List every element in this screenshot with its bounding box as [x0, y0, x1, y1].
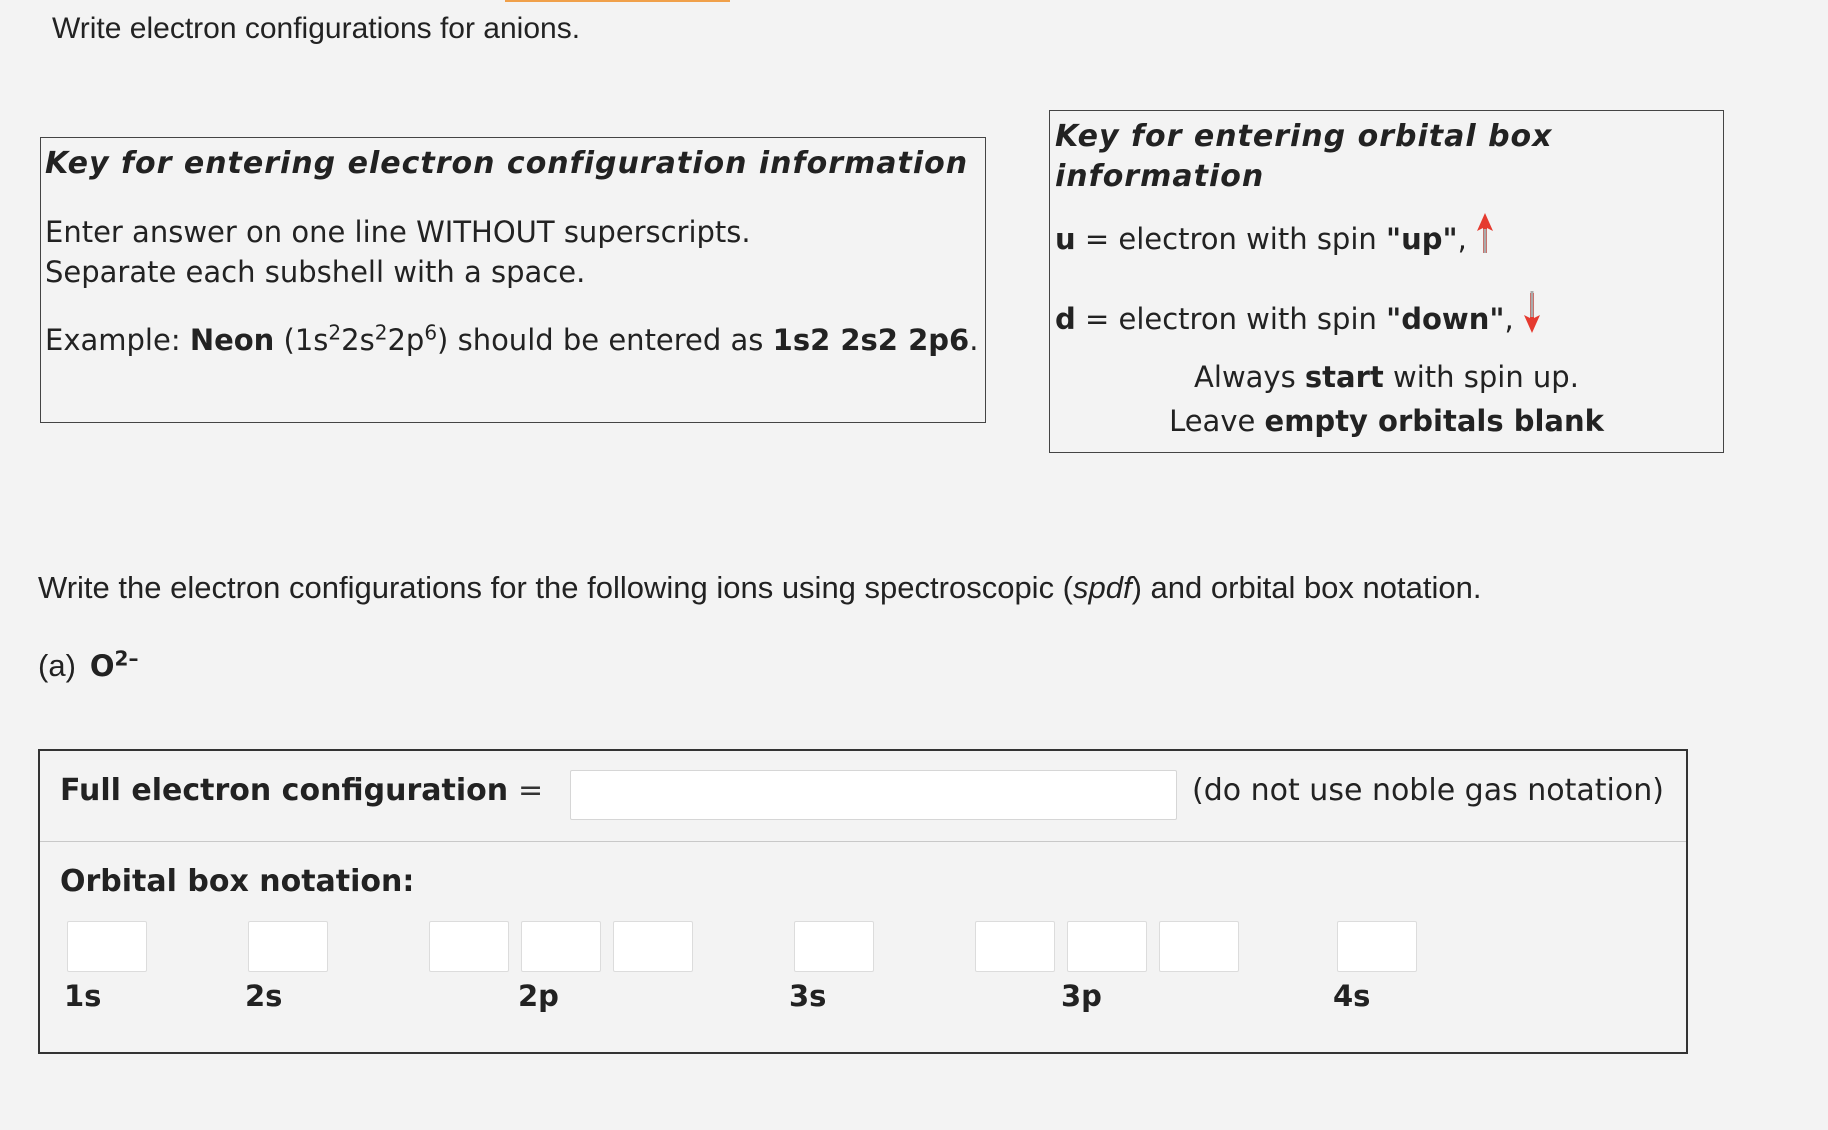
- config-key-line2: Separate each subshell with a space.: [45, 255, 586, 289]
- equals-sign: =: [518, 773, 544, 808]
- example-answer: 1s2 2s2 2p6: [772, 323, 970, 357]
- leave-bold: empty orbitals blank: [1264, 404, 1604, 438]
- always-start-note: [1055, 355, 1718, 399]
- up-key-letter: u: [1055, 222, 1076, 256]
- down-key-value: "down": [1386, 302, 1505, 336]
- example-sup-2: 2: [374, 320, 388, 345]
- spin-down-arrow-icon: [1520, 287, 1544, 355]
- up-key-value: "up": [1386, 222, 1458, 256]
- down-key-letter: d: [1055, 302, 1076, 336]
- orbital-box-3p-2[interactable]: [1067, 921, 1147, 972]
- example-mid-2: 2p: [387, 323, 425, 357]
- full-config-row: [40, 751, 1686, 842]
- subshell-label-1s: 1s: [64, 979, 102, 1013]
- example-sup-3: 6: [424, 320, 438, 345]
- orbital-box-1s[interactable]: [67, 921, 147, 972]
- always-suffix: with spin up.: [1383, 360, 1579, 394]
- subshell-label-4s: 4s: [1333, 979, 1371, 1013]
- down-key-comma: ,: [1504, 302, 1514, 336]
- orbital-box-2p-1[interactable]: [429, 921, 509, 972]
- up-key-text: = electron with spin: [1075, 222, 1386, 256]
- example-mid-1: 2s: [341, 323, 375, 357]
- example-prefix: Example:: [45, 323, 190, 357]
- orbital-key-title: Key for entering orbital box information: [1055, 119, 1553, 194]
- full-config-label: Full electron configuration: [60, 773, 509, 808]
- orbital-key-up-line: [1055, 207, 1718, 275]
- example-end: .: [969, 323, 979, 357]
- orbital-box-2s[interactable]: [248, 921, 328, 972]
- leave-blank-note: [1055, 399, 1718, 443]
- orbital-box-3s[interactable]: [794, 921, 874, 972]
- orbital-box-2p-2[interactable]: [521, 921, 601, 972]
- instruction-italic: spdf: [1073, 570, 1132, 605]
- part-label: (a): [38, 648, 76, 683]
- electron-config-key-box: [40, 137, 986, 423]
- example-element: Neon: [189, 323, 275, 357]
- orbital-box-key-box: [1049, 110, 1724, 453]
- up-key-comma: ,: [1457, 222, 1467, 256]
- leave-prefix: Leave: [1169, 404, 1265, 438]
- orbital-box-2p-3[interactable]: [613, 921, 693, 972]
- top-accent-bar: [505, 0, 730, 2]
- always-prefix: Always: [1194, 360, 1305, 394]
- orbital-box-3p-3[interactable]: [1159, 921, 1239, 972]
- noble-gas-note: (do not use noble gas notation): [1192, 773, 1664, 808]
- always-bold: start: [1304, 360, 1384, 394]
- ion-formula: [89, 646, 139, 683]
- ion-symbol: O: [89, 649, 115, 683]
- orbital-box-3p-1[interactable]: [975, 921, 1055, 972]
- question-part-a: [38, 648, 138, 684]
- subshell-label-3p: 3p: [1061, 979, 1102, 1013]
- full-config-input[interactable]: [570, 770, 1177, 820]
- instruction-prefix: Write the electron configurations for the following ions using spectroscopic (: [38, 570, 1074, 605]
- down-key-text: = electron with spin: [1075, 302, 1387, 336]
- orbital-box-4s[interactable]: [1337, 921, 1417, 972]
- example-sup-1: 2: [328, 320, 342, 345]
- subshell-label-3s: 3s: [789, 979, 827, 1013]
- ion-charge: 2–: [114, 646, 139, 671]
- orbital-key-down-line: [1055, 287, 1718, 355]
- instruction-suffix: ) and orbital box notation.: [1131, 570, 1482, 605]
- subshell-label-2p: 2p: [518, 979, 559, 1013]
- subshell-label-2s: 2s: [245, 979, 283, 1013]
- answer-box: [38, 749, 1688, 1054]
- orbital-box-label: Orbital box notation:: [60, 864, 415, 899]
- question-instruction: [38, 570, 1481, 606]
- config-key-line1: Enter answer on one line WITHOUT superscripts.: [45, 215, 751, 249]
- config-key-title: Key for entering electron configuration information: [45, 146, 969, 181]
- page-title: Write electron configurations for anions.: [52, 12, 581, 45]
- example-middle: ) should be entered as: [437, 323, 773, 357]
- spin-up-arrow-icon: [1473, 207, 1497, 275]
- config-key-example: [45, 320, 981, 360]
- example-open: (1s: [274, 323, 329, 357]
